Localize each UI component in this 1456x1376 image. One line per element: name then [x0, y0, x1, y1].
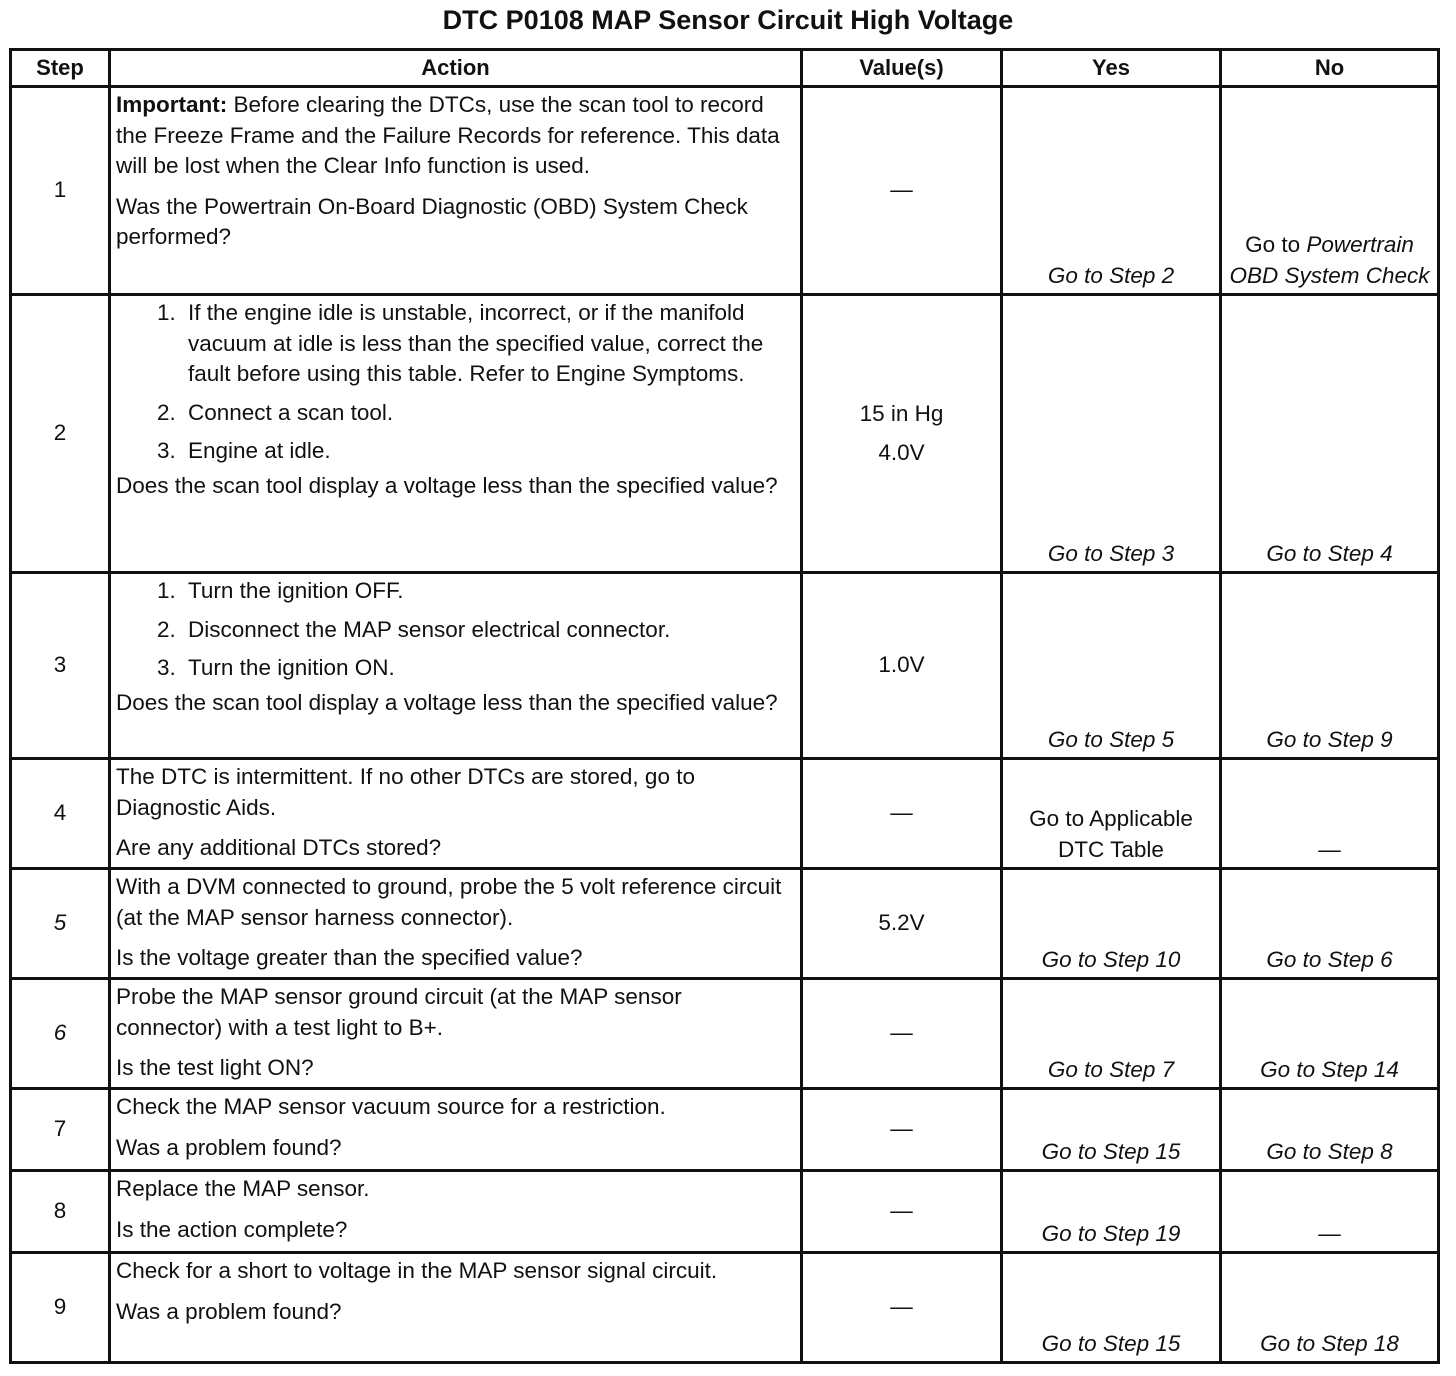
no-cell: Go to Step 6	[1221, 869, 1439, 979]
action-cell	[110, 869, 802, 979]
step-number: 7	[11, 1089, 110, 1171]
yes-cell: Go to Step 3	[1002, 295, 1221, 573]
page-title: DTC P0108 MAP Sensor Circuit High Voltage	[442, 5, 1014, 35]
action-question: Is the test light ON?	[116, 1055, 314, 1080]
action-question: Was the Powertrain On-Board Diagnostic (OBD) System Check performed?	[116, 193, 748, 249]
action-cell	[110, 87, 802, 295]
no-cell: Go to Step 4	[1221, 295, 1439, 573]
action-cell	[110, 1171, 802, 1253]
header-row	[11, 50, 1439, 87]
step-number: 5	[11, 869, 110, 979]
step-number: 2	[11, 295, 110, 573]
yes-cell: Go to Step 15	[1002, 1089, 1221, 1171]
action-cell	[110, 573, 802, 759]
action-cell	[110, 1253, 802, 1363]
yes-cell: Go to Step 15	[1002, 1253, 1221, 1363]
no-cell: Go to Step 14	[1221, 979, 1439, 1089]
action-text: Important: Before clearing the DTCs, use the scan tool to record the Freeze Frame and the Failure Records for reference. This data will be lost when the Clear Info function is used.	[116, 92, 780, 178]
step-number: 3	[11, 573, 110, 759]
no-cell: Go to Step 8	[1221, 1089, 1439, 1171]
value-cell: —	[802, 979, 1002, 1089]
action-text: Check for a short to voltage in the MAP sensor signal circuit.	[116, 1258, 718, 1283]
list-item: 2. Disconnect the MAP sensor electrical connector.	[182, 615, 794, 646]
yes-cell: Go to Applicable DTC Table	[1002, 759, 1221, 869]
yes-cell: Go to Step 7	[1002, 979, 1221, 1089]
action-steps-list	[116, 298, 794, 467]
list-item: 1. Turn the ignition OFF.	[182, 576, 794, 607]
header-no: No	[1221, 50, 1439, 87]
value-line: 4.0V	[878, 439, 925, 465]
action-question: Was a problem found?	[116, 1134, 342, 1160]
yes-cell: Go to Step 10	[1002, 869, 1221, 979]
action-question: Are any additional DTCs stored?	[116, 835, 442, 860]
table-row	[11, 1253, 1439, 1363]
action-text: The DTC is intermittent. If no other DTCs are stored, go to Diagnostic Aids.	[116, 764, 695, 820]
value-cell: —	[802, 759, 1002, 869]
important-label: Important:	[116, 92, 228, 117]
yes-cell: Go to Step 2	[1002, 87, 1221, 295]
list-item: 2. Connect a scan tool.	[182, 398, 794, 429]
diagnostic-table	[9, 48, 1440, 1364]
action-text: Replace the MAP sensor.	[116, 1176, 370, 1201]
step-number: 9	[11, 1253, 110, 1363]
value-line: 15 in Hg	[859, 401, 944, 426]
step-number: 4	[11, 759, 110, 869]
no-cell: Go to Powertrain OBD System Check	[1221, 87, 1439, 295]
value-cell: —	[802, 1171, 1002, 1253]
no-cell: Go to Step 18	[1221, 1253, 1439, 1363]
value-cell	[802, 295, 1002, 573]
table-row	[11, 295, 1439, 573]
table-row	[11, 1171, 1439, 1253]
no-cell: —	[1221, 1171, 1439, 1253]
header-action: Action	[110, 50, 802, 87]
action-question: Was a problem found?	[116, 1298, 342, 1324]
table-row	[11, 979, 1439, 1089]
list-item: 3. Engine at idle.	[182, 436, 794, 467]
value-cell: —	[802, 1253, 1002, 1363]
action-question: Does the scan tool display a voltage less than the specified value?	[116, 472, 778, 498]
step-number: 1	[11, 87, 110, 295]
value-cell: —	[802, 87, 1002, 295]
header-yes: Yes	[1002, 50, 1221, 87]
value-cell: 1.0V	[802, 573, 1002, 759]
header-values: Value(s)	[802, 50, 1002, 87]
action-question: Is the action complete?	[116, 1216, 348, 1242]
list-item: 1. If the engine idle is unstable, incorrect, or if the manifold vacuum at idle is less than the specified value, correct the fault before using this table. Refer to Engine Symptoms.	[182, 298, 794, 390]
no-cell: Go to Step 9	[1221, 573, 1439, 759]
yes-cell: Go to Step 19	[1002, 1171, 1221, 1253]
table-row	[11, 87, 1439, 295]
action-question: Is the voltage greater than the specified value?	[116, 945, 583, 970]
table-row	[11, 759, 1439, 869]
list-item: 3. Turn the ignition ON.	[182, 653, 794, 684]
action-cell	[110, 759, 802, 869]
table-row	[11, 1089, 1439, 1171]
table-row	[11, 869, 1439, 979]
action-text: With a DVM connected to ground, probe the 5 volt reference circuit (at the MAP sensor harness connector).	[116, 874, 782, 930]
action-cell	[110, 1089, 802, 1171]
action-cell	[110, 979, 802, 1089]
header-step: Step	[11, 50, 110, 87]
action-text: Check the MAP sensor vacuum source for a restriction.	[116, 1094, 666, 1119]
action-cell	[110, 295, 802, 573]
action-question: Does the scan tool display a voltage less than the specified value?	[116, 689, 778, 715]
table-row	[11, 573, 1439, 759]
step-number: 6	[11, 979, 110, 1089]
value-cell: —	[802, 1089, 1002, 1171]
action-steps-list	[116, 576, 794, 684]
action-text: Probe the MAP sensor ground circuit (at the MAP sensor connector) with a test light to B+.	[116, 984, 682, 1040]
value-cell: 5.2V	[802, 869, 1002, 979]
no-cell: —	[1221, 759, 1439, 869]
yes-cell: Go to Step 5	[1002, 573, 1221, 759]
step-number: 8	[11, 1171, 110, 1253]
